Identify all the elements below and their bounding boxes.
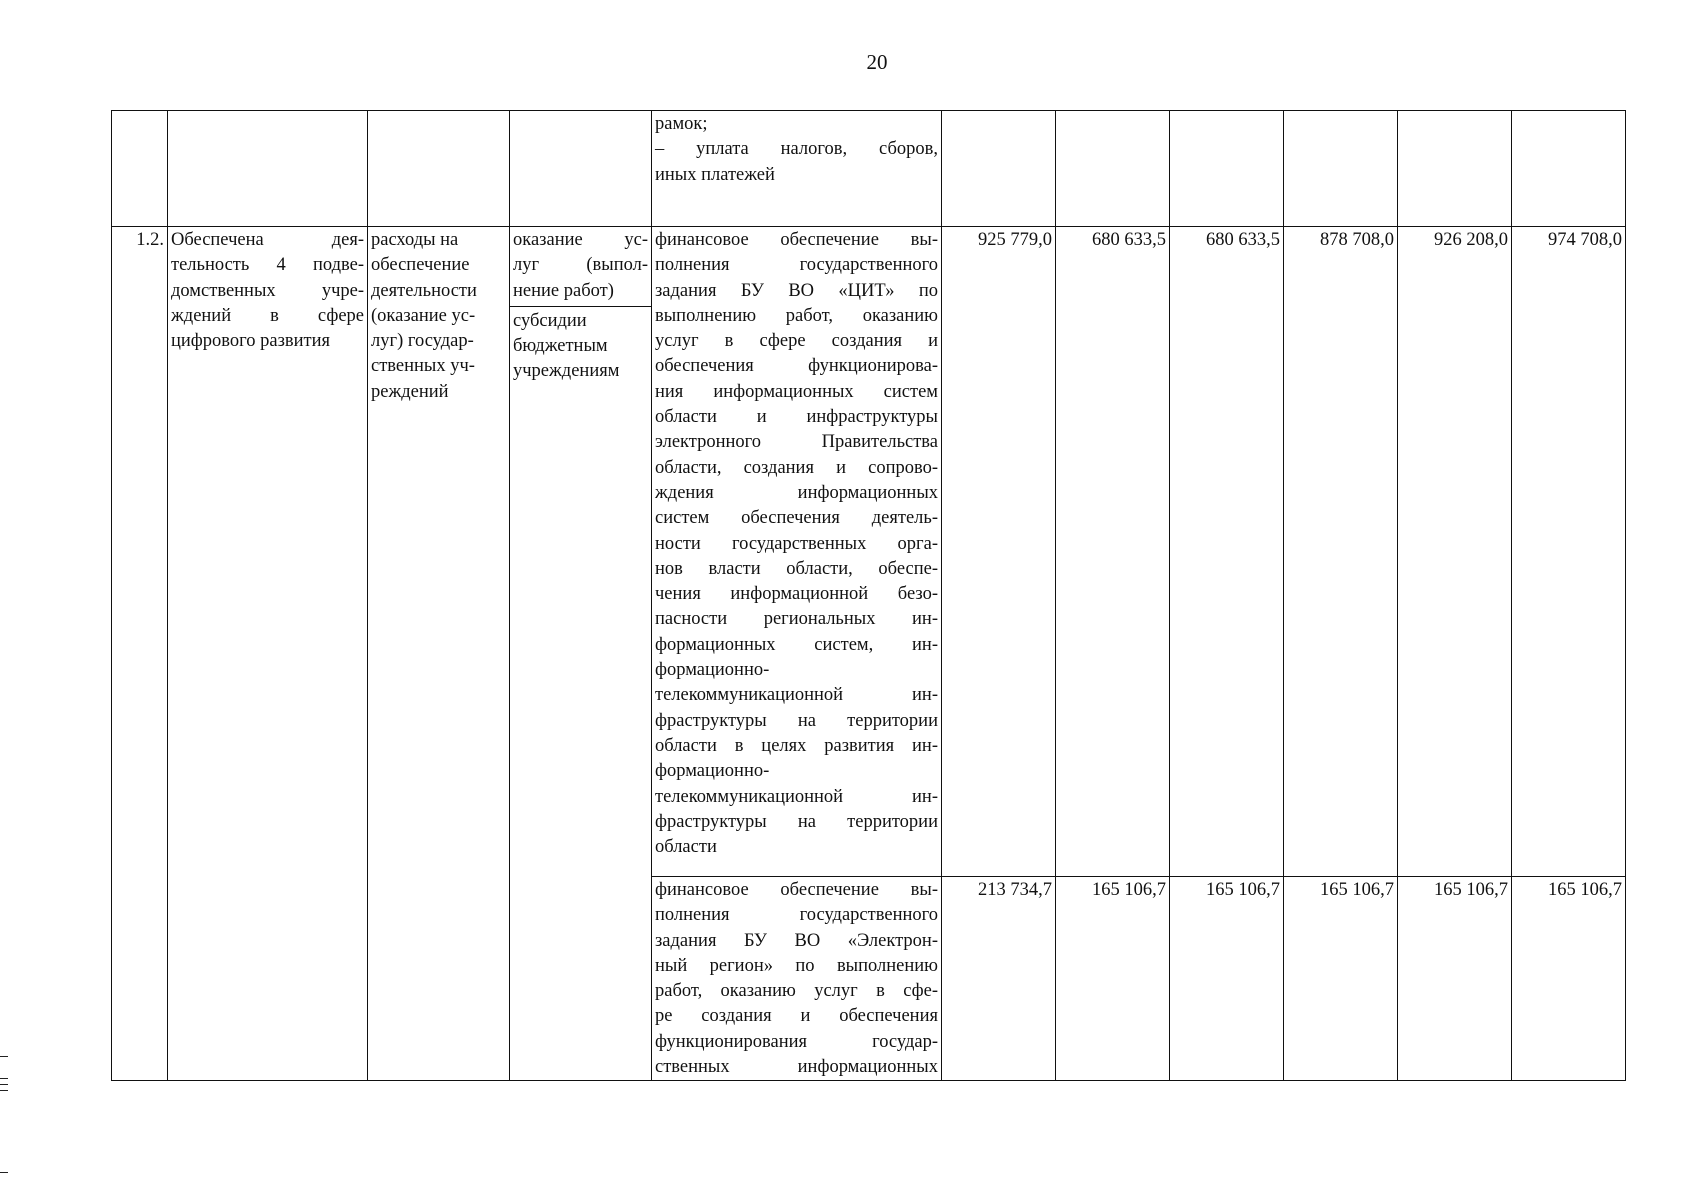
cell-value [1284, 111, 1398, 227]
text-line: формационно- [655, 761, 770, 782]
text-line: систем обеспечения деятель- [655, 508, 938, 529]
cell-description [652, 877, 942, 1081]
cell-num: 1.2. [112, 227, 168, 1081]
cell-expense [368, 111, 510, 227]
text-line: услуг в сфере создания и [655, 331, 938, 352]
text-line: области в целях развития ин- [655, 735, 938, 756]
text-line: нов власти области, обеспе- [655, 558, 938, 579]
text-line: Обеспечена дея- [171, 230, 364, 250]
scan-edge-mark [0, 1090, 8, 1091]
cell-value [1056, 111, 1170, 227]
text-line: финансовое обеспечение вы- [655, 230, 938, 250]
cell-value: 165 106,7 [1284, 877, 1398, 1081]
text-line: нение работ) [513, 280, 614, 301]
text-line: области [655, 837, 717, 858]
text-line: субсидии [513, 310, 587, 331]
scan-edge-mark [0, 1056, 8, 1057]
text-line: пасности региональных ин- [655, 609, 938, 630]
cell-value: 165 106,7 [1512, 877, 1626, 1081]
text-line: – уплата налогов, сборов, [655, 139, 938, 160]
text-line: финансовое обеспечение вы- [655, 880, 938, 900]
text-line: электронного Правительства [655, 432, 938, 453]
cell-value: 925 779,0 [942, 227, 1056, 877]
text-line: учреждениям [513, 361, 620, 382]
text-line: реждений [371, 381, 449, 402]
cell-value [1170, 111, 1284, 227]
service-type-block [513, 228, 648, 306]
text-line: ждений в сфере [171, 305, 364, 326]
text-line: ре создания и обеспечения [655, 1006, 938, 1027]
text-line: ственных информационных [655, 1057, 938, 1078]
cell-value: 680 633,5 [1056, 227, 1170, 877]
cell-result [168, 111, 368, 227]
text-line: луг) государ- [371, 331, 474, 352]
scan-edge-mark [0, 1172, 8, 1173]
cell-value [942, 111, 1056, 227]
cell-expense [368, 227, 510, 1081]
text-line: тельность 4 подве- [171, 255, 364, 276]
text-line: иных платежей [655, 164, 775, 185]
subsidy-type-block [510, 306, 651, 385]
text-line: телекоммуникационной ин- [655, 685, 938, 706]
page-number: 20 [866, 50, 888, 74]
budget-table [111, 110, 1626, 1081]
cell-value: 165 106,7 [1398, 877, 1512, 1081]
text-line: рамок; [655, 114, 708, 134]
cell-value: 165 106,7 [1170, 877, 1284, 1081]
text-line: цифрового развития [171, 331, 331, 352]
scan-edge-mark [0, 1084, 8, 1085]
text-line: ждения информационных [655, 482, 938, 503]
text-line: домственных учре- [171, 280, 364, 301]
cell-description [652, 111, 942, 227]
text-line: (оказание ус- [371, 305, 476, 326]
text-line: оказание ус- [513, 230, 648, 250]
text-line: области и инфраструктуры [655, 407, 938, 428]
table-row [112, 111, 1626, 227]
cell-type [510, 227, 652, 1081]
text-line: ный регион» по выполнению [655, 955, 938, 976]
text-line: задания БУ ВО «ЦИТ» по [655, 280, 938, 301]
text-line: обеспечения функционирова- [655, 356, 938, 377]
text-line: формационных систем, ин- [655, 634, 938, 655]
text-line: ственных уч- [371, 356, 475, 377]
text-line: расходы на [371, 230, 459, 250]
cell-num [112, 111, 168, 227]
cell-value [1398, 111, 1512, 227]
text-line: области, создания и сопрово- [655, 457, 938, 478]
cell-value: 680 633,5 [1170, 227, 1284, 877]
cell-value: 878 708,0 [1284, 227, 1398, 877]
text-line: задания БУ ВО «Электрон- [655, 930, 938, 951]
table-row [112, 227, 1626, 877]
text-line: функционирования государ- [655, 1031, 938, 1052]
text-line: фраструктуры на территории [655, 710, 938, 731]
text-line: фраструктуры на территории [655, 811, 938, 832]
cell-type [510, 111, 652, 227]
text-line: выполнению работ, оказанию [655, 305, 938, 326]
text-line: формационно- [655, 660, 770, 681]
cell-description [652, 227, 942, 877]
cell-value: 974 708,0 [1512, 227, 1626, 877]
text-line: полнения государственного [655, 255, 938, 276]
cell-result [168, 227, 368, 1081]
text-line: телекоммуникационной ин- [655, 786, 938, 807]
text-line: ния информационных систем [655, 381, 938, 402]
text-line: обеспечение [371, 255, 470, 276]
text-line: чения информационной безо- [655, 584, 938, 605]
cell-value: 213 734,7 [942, 877, 1056, 1081]
text-line: деятельности [371, 280, 477, 301]
cell-value: 926 208,0 [1398, 227, 1512, 877]
text-line: ности государственных орга- [655, 533, 938, 554]
cell-value: 165 106,7 [1056, 877, 1170, 1081]
scan-edge-mark [0, 1078, 8, 1079]
text-line: работ, оказанию услуг в сфе- [655, 981, 938, 1002]
text-line: полнения государственного [655, 905, 938, 926]
text-line: бюджетным [513, 336, 608, 357]
cell-value [1512, 111, 1626, 227]
text-line: луг (выпол- [513, 255, 648, 276]
